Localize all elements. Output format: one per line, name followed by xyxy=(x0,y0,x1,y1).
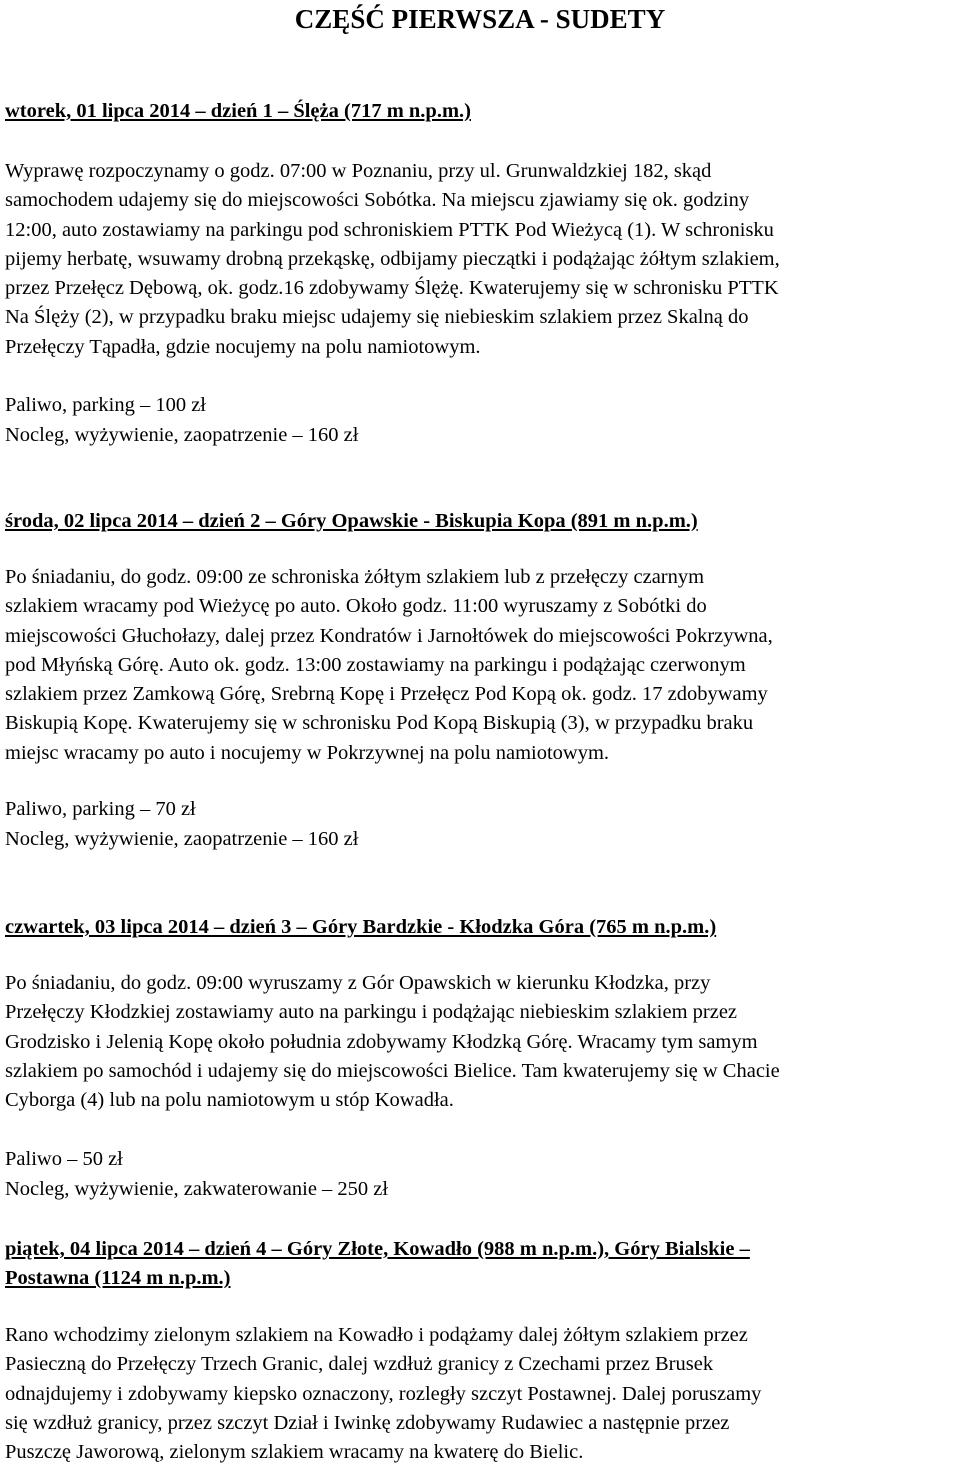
day-3-cost-fuel: Paliwo – 50 zł xyxy=(5,1148,123,1170)
paragraph-line: Grodzisko i Jelenią Kopę około południa zdobywamy Kłodzką Górę. Wracamy tym samym xyxy=(5,1030,758,1053)
paragraph-line: się wzdłuż granicy, przez szczyt Dział i Iwinkę zdobywamy Rudawiec a następnie przez xyxy=(5,1411,730,1434)
day-1-heading xyxy=(5,97,957,126)
day-2-heading xyxy=(5,507,957,536)
page-title: CZĘŚĆ PIERWSZA - SUDETY xyxy=(294,4,666,34)
day-4-heading-line: piątek, 04 lipca 2014 – dzień 4 – Góry Złote, Kowadło (988 m n.p.m.), Góry Bialskie – xyxy=(5,1238,750,1260)
day-1-cost-lodging: Nocleg, wyżywienie, zaopatrzenie – 160 zł xyxy=(5,424,359,446)
paragraph-line: samochodem udajemy się do miejscowości Sobótka. Na miejscu zjawiamy się ok. godziny xyxy=(5,189,750,212)
paragraph-line: szlakiem przez Zamkową Górę, Srebrną Kopę i Przełęcz Pod Kopą ok. godz. 17 zdobywamy xyxy=(5,683,768,706)
paragraph-line: Puszczę Jaworową, zielonym szlakiem wracamy na kwaterę do Bielic. xyxy=(5,1441,584,1464)
day-1-heading-line: wtorek, 01 lipca 2014 – dzień 1 – Ślęża (717 m n.p.m.) xyxy=(5,100,471,122)
paragraph-line: Po śniadaniu, do godz. 09:00 ze schroniska żółtym szlakiem lub z przełęczy czarnym xyxy=(5,566,705,588)
paragraph-line: 12:00, auto zostawiamy na parkingu pod schroniskiem PTTK Pod Wieżycą (1). W schronisku xyxy=(5,218,774,241)
paragraph-line: Biskupią Kopę. Kwaterujemy się w schronisku Pod Kopą Biskupią (3), w przypadku braku xyxy=(5,712,754,735)
day-1-cost-fuel: Paliwo, parking – 100 zł xyxy=(5,394,206,416)
paragraph-line: pijemy herbatę, wsuwamy drobną przekąskę, odbijamy pieczątki i podążając żółtym szlakiem, xyxy=(5,247,780,270)
day-4-description xyxy=(5,1321,957,1467)
day-3-heading xyxy=(5,913,957,942)
paragraph-line: przez Przełęcz Dębową, ok. godz.16 zdobywamy Ślężę. Kwaterujemy się w schronisku PTTK xyxy=(5,277,779,300)
paragraph-line: pod Młyńską Górę. Auto ok. godz. 13:00 zostawiamy na parkingu i podążając czerwonym xyxy=(5,653,746,676)
paragraph-line: szlakiem wracamy pod Wieżycę po auto. Około godz. 11:00 wyruszamy z Sobótki do xyxy=(5,595,707,618)
day-2-cost-fuel: Paliwo, parking – 70 zł xyxy=(5,798,196,820)
paragraph-line: odnajdujemy i zdobywamy kiepsko oznaczony, rozległy szczyt Postawnej. Dalej poruszamy xyxy=(5,1382,762,1405)
day-4-heading xyxy=(5,1235,957,1294)
paragraph-line: miejscowości Głuchołazy, dalej przez Kondratów i Jarnołtówek do miejscowości Pokrzywna, xyxy=(5,624,773,647)
paragraph-line: Rano wchodzimy zielonym szlakiem na Kowadło i podążamy dalej żółtym szlakiem przez xyxy=(5,1324,748,1346)
paragraph-line: Pasieczną do Przełęczy Trzech Granic, dalej wzdłuż granicy z Czechami przez Brusek xyxy=(5,1353,714,1376)
paragraph-line: Wyprawę rozpoczynamy o godz. 07:00 w Poznaniu, przy ul. Grunwaldzkiej 182, skąd xyxy=(5,160,712,182)
paragraph-line: Na Ślęży (2), w przypadku braku miejsc udajemy się niebieskim szlakiem przez Skalną do xyxy=(5,306,749,329)
paragraph-line: Przełęczy Kłodzkiej zostawiamy auto na parkingu i podążając niebieskim szlakiem przez xyxy=(5,1001,738,1024)
day-3-heading-line: czwartek, 03 lipca 2014 – dzień 3 – Góry Bardzkie - Kłodzka Góra (765 m n.p.m.) xyxy=(5,916,717,938)
day-2-heading-line: środa, 02 lipca 2014 – dzień 2 – Góry Opawskie - Biskupia Kopa (891 m n.p.m.) xyxy=(5,510,698,532)
day-1-description xyxy=(5,157,957,362)
paragraph-line: Przełęczy Tąpadła, gdzie nocujemy na polu namiotowym. xyxy=(5,335,481,358)
paragraph-line: Po śniadaniu, do godz. 09:00 wyruszamy z Gór Opawskich w kierunku Kłodzka, przy xyxy=(5,972,711,994)
day-2-description xyxy=(5,563,957,768)
day-2-cost-lodging: Nocleg, wyżywienie, zaopatrzenie – 160 zł xyxy=(5,828,359,850)
paragraph-line: szlakiem po samochód i udajemy się do miejscowości Bielice. Tam kwaterujemy się w Chacie xyxy=(5,1059,780,1082)
paragraph-line: miejsc wracamy po auto i nocujemy w Pokrzywnej na polu namiotowym. xyxy=(5,741,610,764)
paragraph-line: Cyborga (4) lub na polu namiotowym u stóp Kowadła. xyxy=(5,1089,454,1112)
day-3-cost-lodging: Nocleg, wyżywienie, zakwaterowanie – 250 zł xyxy=(5,1178,389,1200)
day-3-description xyxy=(5,969,957,1115)
day-4-heading-line: Postawna (1124 m n.p.m.) xyxy=(5,1267,231,1290)
